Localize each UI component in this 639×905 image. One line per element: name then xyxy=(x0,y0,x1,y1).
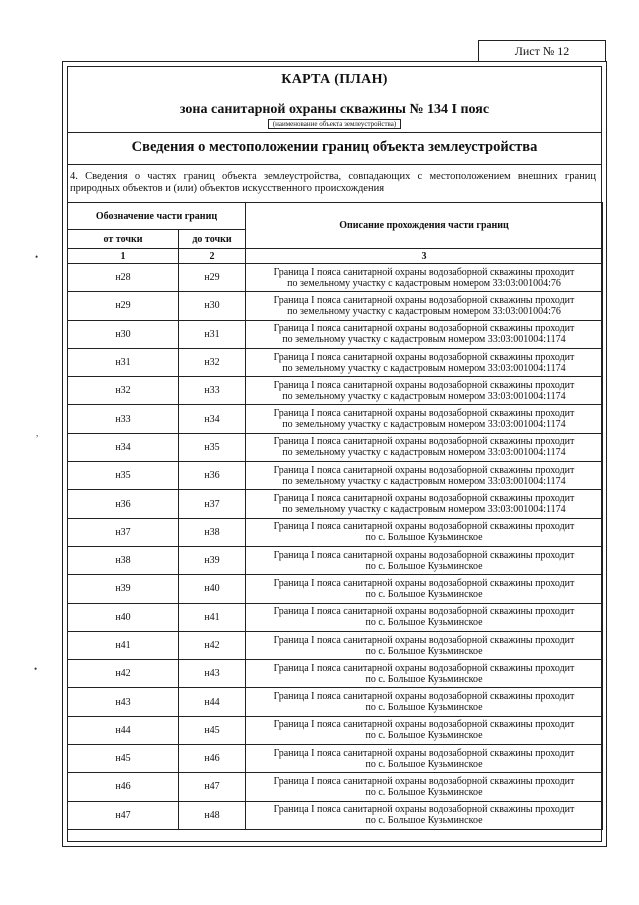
boundary-description: Граница I пояса санитарной охраны водозаборной скважины проходит по земельному участку с кадастровым номером 33:03:001004:1174 xyxy=(246,348,603,376)
from-point: н43 xyxy=(68,688,179,716)
from-point: н45 xyxy=(68,745,179,773)
section-intro: 4. Сведения о частях границ объекта землеустройства, совпадающих с местоположением внешних границ природных объектов и (или) объектов искусственного происхождения xyxy=(70,171,596,194)
table-row xyxy=(68,631,603,659)
boundary-table xyxy=(67,202,603,830)
boundary-description: Граница I пояса санитарной охраны водозаборной скважины проходит по с. Большое Кузьминское xyxy=(246,660,603,688)
to-point: н33 xyxy=(179,377,246,405)
to-point: н32 xyxy=(179,348,246,376)
table-row xyxy=(68,405,603,433)
from-point: н44 xyxy=(68,716,179,744)
object-caption: (наименование объекта землеустройства) xyxy=(67,120,602,128)
column-number: 3 xyxy=(246,249,603,264)
boundary-description: Граница I пояса санитарной охраны водозаборной скважины проходит по с. Большое Кузьминское xyxy=(246,575,603,603)
boundary-description: Граница I пояса санитарной охраны водозаборной скважины проходит по с. Большое Кузьминское xyxy=(246,546,603,574)
scan-mark: • xyxy=(34,664,38,674)
from-point: н29 xyxy=(68,292,179,320)
section-title: Сведения о местоположении границ объекта землеустройства xyxy=(131,139,538,155)
column-header-from: от точки xyxy=(68,230,179,249)
boundary-description: Граница I пояса санитарной охраны водозаборной скважины проходит по с. Большое Кузьминское xyxy=(246,801,603,829)
from-point: н47 xyxy=(68,801,179,829)
table-row xyxy=(68,773,603,801)
from-point: н35 xyxy=(68,462,179,490)
to-point: н37 xyxy=(179,490,246,518)
column-number: 2 xyxy=(179,249,246,264)
boundary-description: Граница I пояса санитарной охраны водозаборной скважины проходит по земельному участку с кадастровым номером 33:03:001004:1174 xyxy=(246,405,603,433)
boundary-description: Граница I пояса санитарной охраны водозаборной скважины проходит по с. Большое Кузьминское xyxy=(246,745,603,773)
from-point: н30 xyxy=(68,320,179,348)
table-row xyxy=(68,264,603,292)
from-point: н37 xyxy=(68,518,179,546)
divider xyxy=(67,164,602,165)
table-row xyxy=(68,688,603,716)
from-point: н46 xyxy=(68,773,179,801)
to-point: н44 xyxy=(179,688,246,716)
from-point: н28 xyxy=(68,264,179,292)
to-point: н30 xyxy=(179,292,246,320)
table-row xyxy=(68,490,603,518)
boundary-description: Граница I пояса санитарной охраны водозаборной скважины проходит по с. Большое Кузьминское xyxy=(246,688,603,716)
to-point: н41 xyxy=(179,603,246,631)
boundary-description: Граница I пояса санитарной охраны водозаборной скважины проходит по земельному участку с кадастровым номером 33:03:001004:1174 xyxy=(246,433,603,461)
from-point: н34 xyxy=(68,433,179,461)
to-point: н36 xyxy=(179,462,246,490)
table-row xyxy=(68,716,603,744)
table-row xyxy=(68,320,603,348)
to-point: н29 xyxy=(179,264,246,292)
scan-mark: , xyxy=(36,428,39,438)
table-row xyxy=(68,546,603,574)
to-point: н39 xyxy=(179,546,246,574)
table-row xyxy=(68,377,603,405)
table-row xyxy=(68,603,603,631)
boundary-description: Граница I пояса санитарной охраны водозаборной скважины проходит по с. Большое Кузьминское xyxy=(246,518,603,546)
to-point: н48 xyxy=(179,801,246,829)
table-row xyxy=(68,433,603,461)
to-point: н31 xyxy=(179,320,246,348)
boundary-description: Граница I пояса санитарной охраны водозаборной скважины проходит по земельному участку с кадастровым номером 33:03:001004:1174 xyxy=(246,462,603,490)
divider xyxy=(67,132,602,133)
boundary-description: Граница I пояса санитарной охраны водозаборной скважины проходит по с. Большое Кузьминское xyxy=(246,773,603,801)
from-point: н32 xyxy=(68,377,179,405)
document-title: КАРТА (ПЛАН) xyxy=(281,72,388,87)
boundary-description: Граница I пояса санитарной охраны водозаборной скважины проходит по земельному участку с кадастровым номером 33:03:001004:76 xyxy=(246,264,603,292)
sheet-number: Лист № 12 xyxy=(478,40,606,62)
table-row xyxy=(68,575,603,603)
column-number: 1 xyxy=(68,249,179,264)
column-header-to: до точки xyxy=(179,230,246,249)
from-point: н33 xyxy=(68,405,179,433)
from-point: н31 xyxy=(68,348,179,376)
table-row xyxy=(68,801,603,829)
table-row xyxy=(68,292,603,320)
table-row xyxy=(68,660,603,688)
table-row xyxy=(68,348,603,376)
to-point: н45 xyxy=(179,716,246,744)
boundary-description: Граница I пояса санитарной охраны водозаборной скважины проходит по с. Большое Кузьминское xyxy=(246,631,603,659)
to-point: н38 xyxy=(179,518,246,546)
to-point: н46 xyxy=(179,745,246,773)
table-row xyxy=(68,518,603,546)
column-header-desc: Описание прохождения части границ xyxy=(246,203,603,249)
from-point: н42 xyxy=(68,660,179,688)
to-point: н43 xyxy=(179,660,246,688)
group-header: Обозначение части границ xyxy=(68,203,246,230)
from-point: н41 xyxy=(68,631,179,659)
boundary-description: Граница I пояса санитарной охраны водозаборной скважины проходит по земельному участку с кадастровым номером 33:03:001004:1174 xyxy=(246,320,603,348)
to-point: н34 xyxy=(179,405,246,433)
to-point: н47 xyxy=(179,773,246,801)
from-point: н39 xyxy=(68,575,179,603)
boundary-description: Граница I пояса санитарной охраны водозаборной скважины проходит по земельному участку с кадастровым номером 33:03:001004:1174 xyxy=(246,377,603,405)
boundary-description: Граница I пояса санитарной охраны водозаборной скважины проходит по с. Большое Кузьминское xyxy=(246,603,603,631)
to-point: н35 xyxy=(179,433,246,461)
scan-mark: • xyxy=(35,252,39,262)
boundary-description: Граница I пояса санитарной охраны водозаборной скважины проходит по с. Большое Кузьминское xyxy=(246,716,603,744)
object-name: зона санитарной охраны скважины № 134 I пояс xyxy=(179,102,490,117)
from-point: н36 xyxy=(68,490,179,518)
from-point: н40 xyxy=(68,603,179,631)
boundary-description: Граница I пояса санитарной охраны водозаборной скважины проходит по земельному участку с кадастровым номером 33:03:001004:1174 xyxy=(246,490,603,518)
to-point: н40 xyxy=(179,575,246,603)
to-point: н42 xyxy=(179,631,246,659)
boundary-description: Граница I пояса санитарной охраны водозаборной скважины проходит по земельному участку с кадастровым номером 33:03:001004:76 xyxy=(246,292,603,320)
table-row xyxy=(68,745,603,773)
from-point: н38 xyxy=(68,546,179,574)
table-row xyxy=(68,462,603,490)
